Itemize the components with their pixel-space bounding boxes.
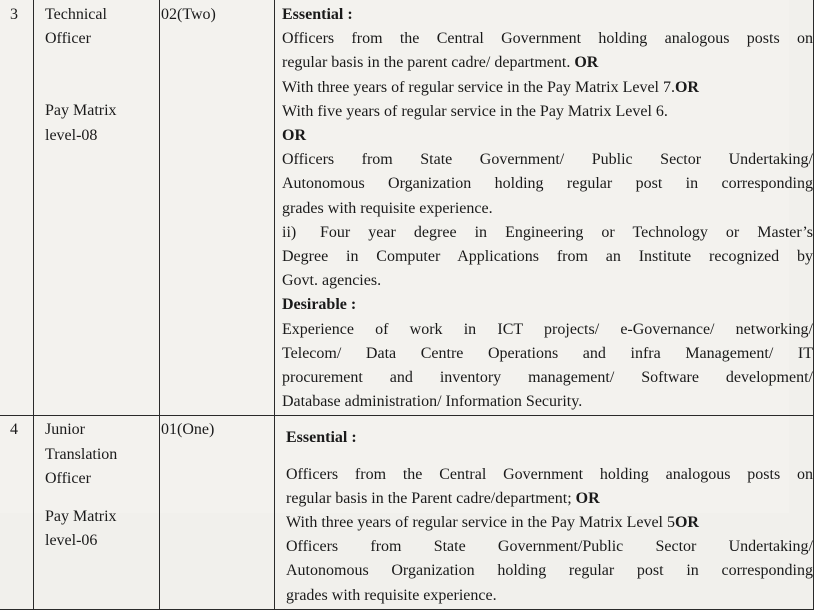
eligibility-text: Database administration/ Information Security. xyxy=(282,393,583,411)
pay-matrix-line: Pay Matrix xyxy=(45,102,117,120)
eligibility-cell xyxy=(275,0,814,416)
eligibility-text: Autonomous Organization holding regular post in corresponding xyxy=(286,562,813,580)
eligibility-text: Experience of work in ICT projects/ e-Governance/ networking/ xyxy=(282,320,813,338)
eligibility-text: Officers from State Government/ Public Sector Undertaking/ xyxy=(282,151,813,169)
desirable-heading: Desirable : xyxy=(282,296,357,314)
eligibility-text: Telecom/ Data Centre Operations and infra Management/ IT xyxy=(282,344,813,362)
eligibility-text: With three years of regular service in the Pay Matrix Level 5OR xyxy=(286,514,699,532)
eligibility-text: grades with requisite experience. xyxy=(286,586,497,604)
post-name-cell xyxy=(34,0,160,416)
table-row xyxy=(0,416,814,609)
serial-number: 3 xyxy=(0,0,34,416)
or-label: OR xyxy=(282,127,306,145)
or-label: OR xyxy=(575,489,600,507)
eligibility-text: grades with requisite experience. xyxy=(282,199,493,217)
eligibility-text: Officers from State Government/Public Sector Undertaking/ xyxy=(286,538,813,556)
or-label: OR xyxy=(674,78,699,96)
number-of-posts: 02(Two) xyxy=(160,0,275,416)
eligibility-text: Degree in Computer Applications from an Institute recognized by xyxy=(282,248,813,266)
post-name-line: Officer xyxy=(45,469,91,487)
or-label: OR xyxy=(574,54,599,72)
essential-heading: Essential : xyxy=(286,429,357,447)
post-name-line: Translation xyxy=(45,445,118,463)
serial-number: 4 xyxy=(0,416,34,609)
pay-level-line: level-08 xyxy=(45,126,98,144)
eligibility-text: Officers from the Central Government holding analogous posts on xyxy=(286,465,813,483)
post-name-cell xyxy=(34,416,160,609)
essential-heading: Essential : xyxy=(282,6,353,23)
eligibility-text: ii) Four year degree in Engineering or Technology or Master’s xyxy=(282,223,813,241)
eligibility-text: regular basis in the parent cadre/ department. OR xyxy=(282,54,599,72)
eligibility-text: With three years of regular service in the Pay Matrix Level 7.OR xyxy=(282,78,699,96)
eligibility-text: regular basis in the Parent cadre/department; OR xyxy=(286,489,600,507)
number-of-posts: 01(One) xyxy=(160,416,275,609)
eligibility-text: With five years of regular service in the Pay Matrix Level 6. xyxy=(282,102,668,120)
post-name-line: Technical xyxy=(45,6,107,23)
eligibility-text: Autonomous Organization holding regular post in corresponding xyxy=(282,175,813,193)
eligibility-text: Officers from the Central Government holding analogous posts on xyxy=(282,30,813,48)
eligibility-text: procurement and inventory management/ Software development/ xyxy=(282,369,813,387)
eligibility-text: Govt. agencies. xyxy=(282,272,382,290)
pay-matrix-line: Pay Matrix xyxy=(45,508,117,526)
post-name-line: Officer xyxy=(45,30,91,48)
or-label: OR xyxy=(674,514,699,532)
eligibility-cell xyxy=(275,416,814,609)
pay-level-line: level-06 xyxy=(45,532,98,550)
post-name-line: Junior xyxy=(45,421,85,439)
